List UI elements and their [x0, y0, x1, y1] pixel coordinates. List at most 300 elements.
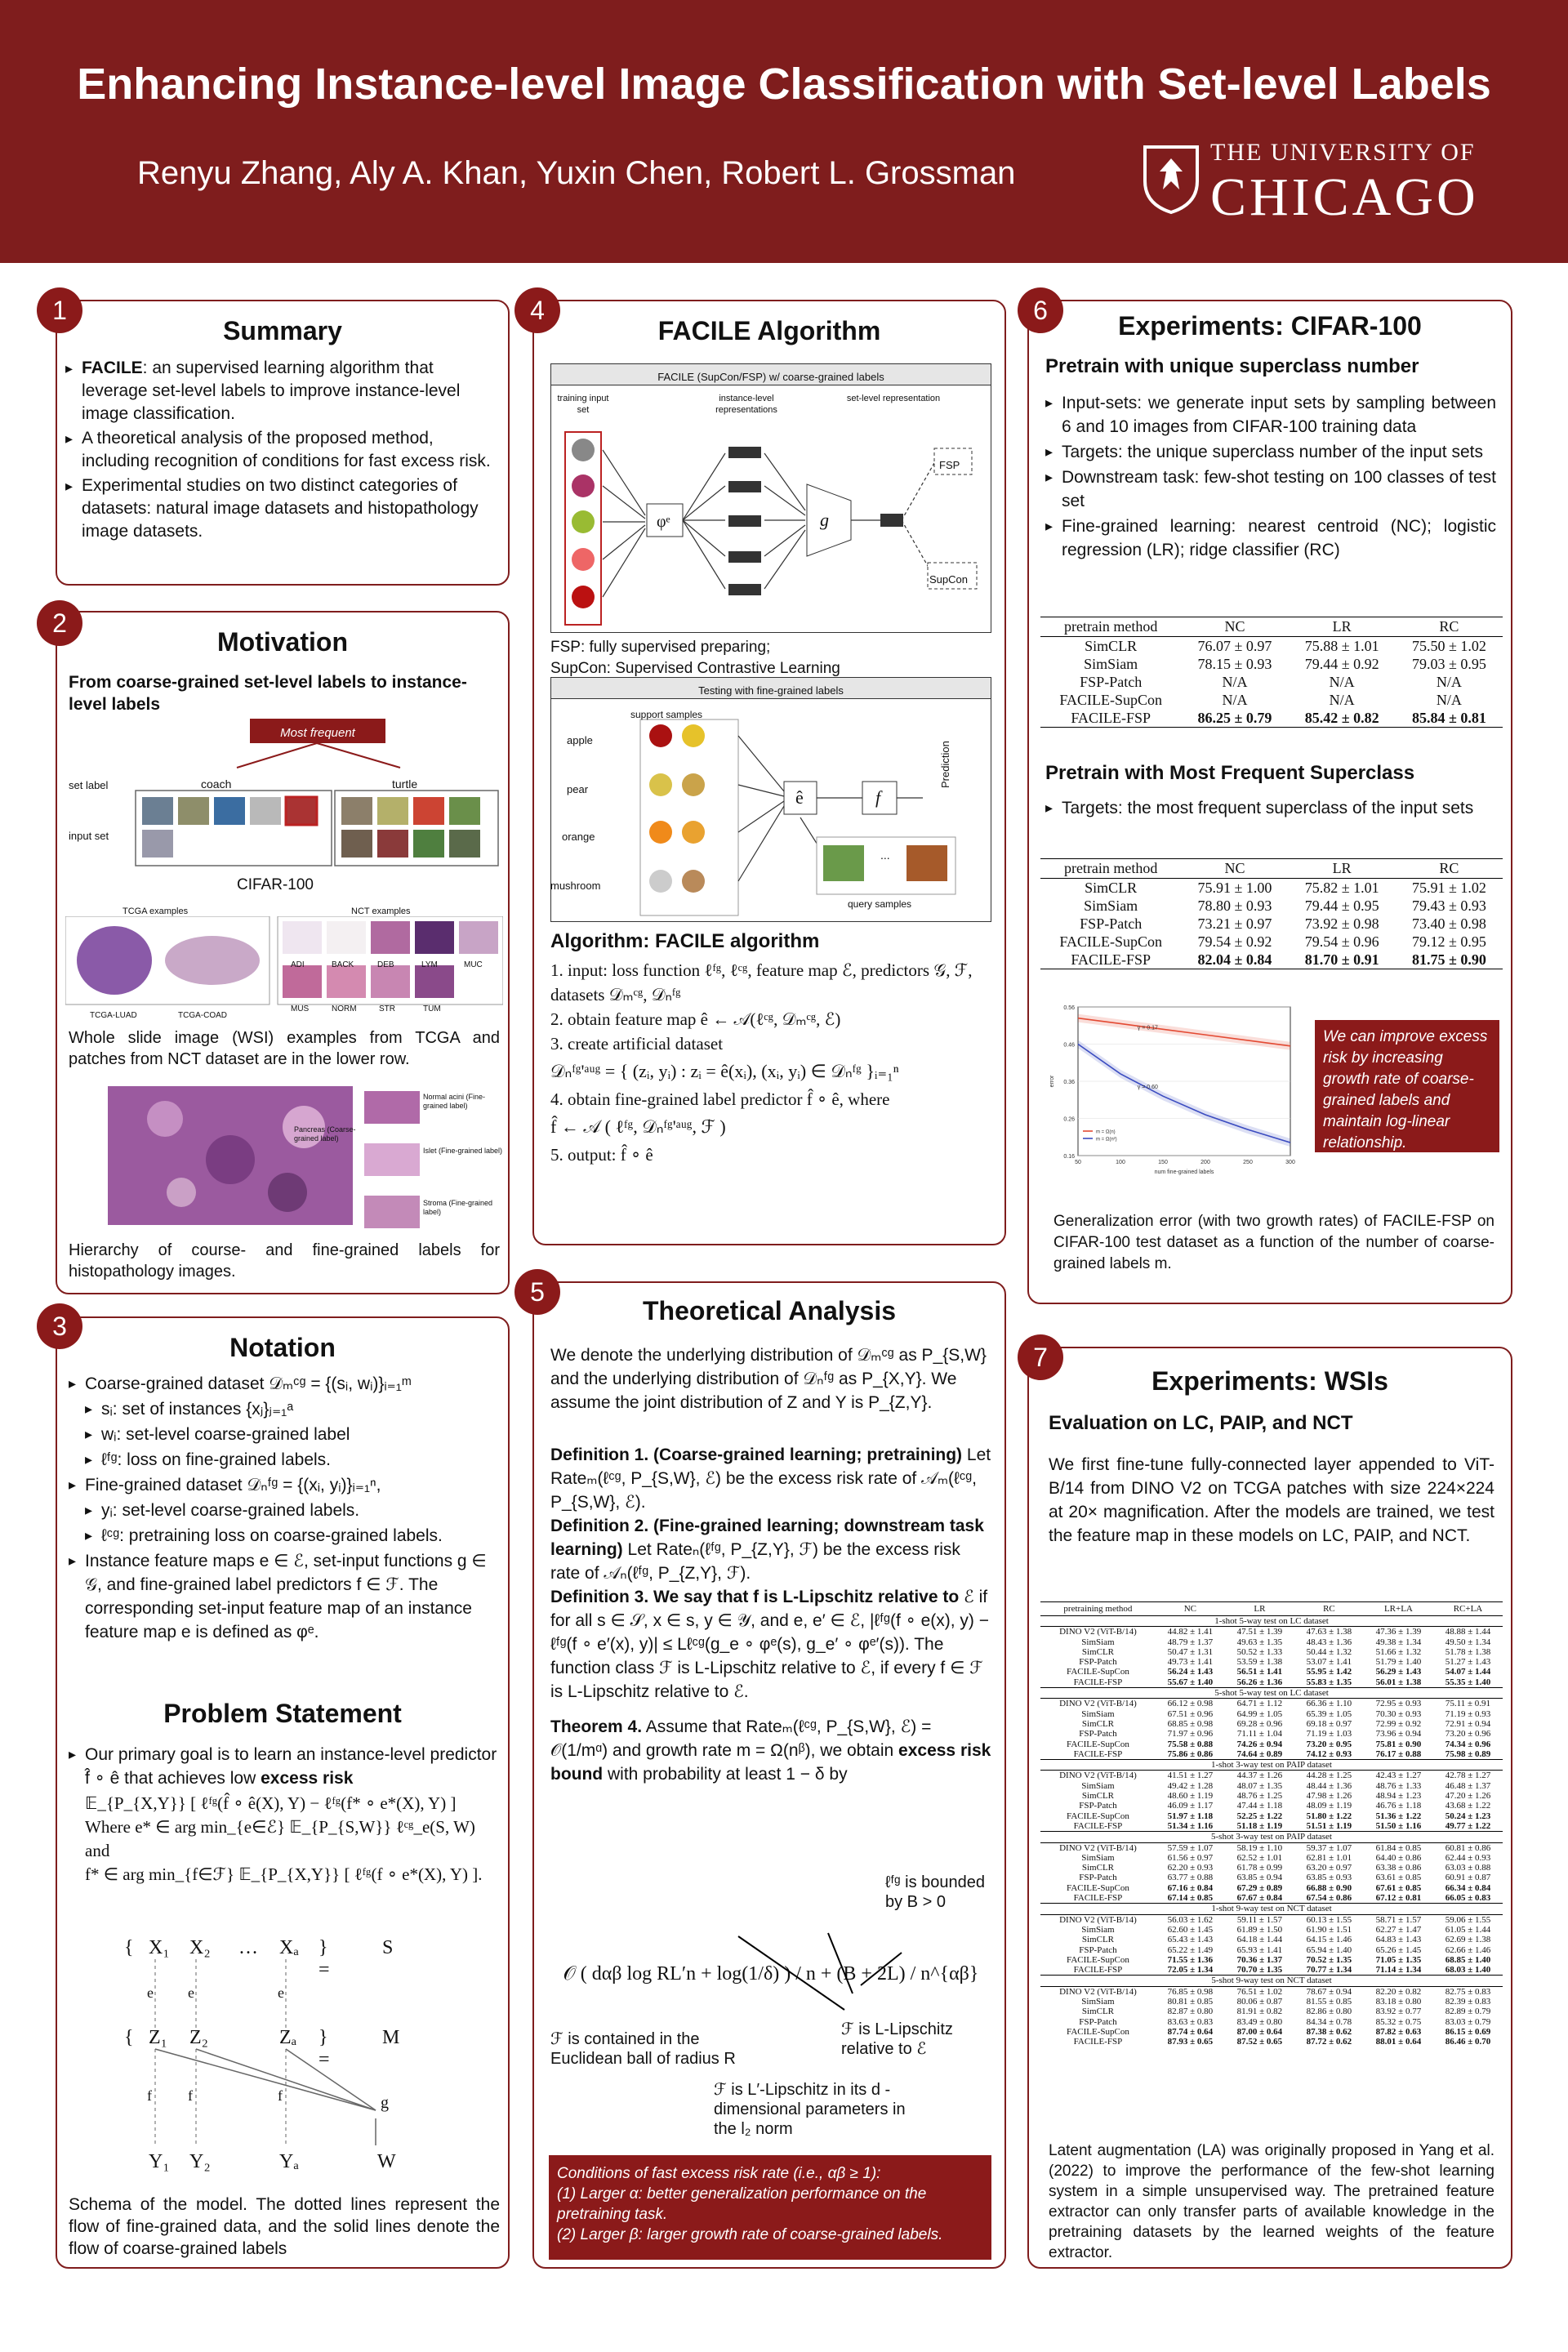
table-cell: 75.58 ± 0.88 — [1167, 1739, 1214, 1749]
table-cell: FSP-Patch — [1079, 1944, 1117, 1955]
table-cell: 48.09 ± 1.19 — [1306, 1801, 1352, 1811]
table-cell: 49.42 ± 1.28 — [1167, 1780, 1214, 1791]
table-cell: FACILE-FSP — [1073, 1820, 1123, 1831]
table-cell: 42.43 ± 1.27 — [1375, 1771, 1422, 1781]
table-row — [1040, 1821, 1503, 1832]
table-cell: 66.34 ± 0.84 — [1445, 1882, 1491, 1893]
table-cell: 71.19 ± 1.03 — [1306, 1729, 1352, 1740]
table-cell: 49.38 ± 1.34 — [1375, 1637, 1422, 1647]
table-cell: 50.44 ± 1.32 — [1306, 1646, 1352, 1657]
table-cell: 60.91 ± 0.87 — [1445, 1873, 1491, 1883]
table-cell: 64.15 ± 1.46 — [1306, 1935, 1352, 1945]
table-cell: 82.89 ± 0.79 — [1445, 2007, 1491, 2017]
table-cell: 68.85 ± 0.98 — [1167, 1718, 1214, 1729]
table-cell: SimSiam — [1081, 1924, 1115, 1935]
table-cell: 51.79 ± 1.40 — [1375, 1657, 1422, 1668]
table-cell: 75.11 ± 0.91 — [1445, 1699, 1491, 1709]
table-cell: 62.27 ± 1.47 — [1375, 1924, 1422, 1935]
table-cell: DINO V2 (ViT-B/14) — [1059, 1627, 1137, 1637]
nct-label: MUS — [291, 1004, 310, 1013]
section-badge-3: 3 — [37, 1303, 82, 1349]
tcga-examples-label: TCGA examples — [122, 906, 189, 916]
table-row — [1040, 2027, 1503, 2037]
table-cell: 63.85 ± 0.93 — [1306, 1873, 1352, 1883]
table-cell: 57.59 ± 1.07 — [1167, 1842, 1214, 1853]
motivation-title: Motivation — [217, 627, 348, 657]
table-row — [1040, 2017, 1503, 2027]
summary-bullet: ▸ A theoretical analysis of the proposed method, including recognition of conditions for fast excess risk. — [65, 427, 498, 473]
table-cell: 80.06 ± 0.87 — [1236, 1996, 1283, 2007]
table-cell: 51.27 ± 1.43 — [1445, 1657, 1491, 1668]
notation-bullet: ▸ Coarse-grained dataset 𝒟ₘᶜᵍ = {(sᵢ, wᵢ)}ᵢ₌₁ᵐ — [69, 1372, 501, 1396]
facile-panel — [532, 300, 1006, 1245]
excess-risk-eq: 𝔼_{P_{X,Y}} [ ℓᶠᵍ(f̂ ∘ ê(X), Y) − ℓᶠᵍ(f* ∘ e*(X), Y) ] — [85, 1793, 457, 1813]
problem-bullet: ▸ Our primary goal is to learn an instance-level predictor f̂ ∘ ê that achieves low excess risk — [69, 1743, 501, 1790]
table-cell: 62.60 ± 1.45 — [1167, 1924, 1214, 1935]
alg-step-2: 2. obtain feature map ê ← 𝒜(ℓᶜᵍ, 𝒟ₘᶜᵍ, ℰ) — [550, 1009, 841, 1029]
cifar-bullet: ▸ Input-sets: we generate input sets by sampling between 6 and 10 images from CIFAR-100 training data — [1045, 391, 1496, 439]
alg-step-4: 4. obtain fine-grained label predictor f̂ ∘ ê, where — [550, 1089, 890, 1109]
ehat-label: ê — [795, 787, 804, 808]
table-cell: 71.05 ± 1.35 — [1375, 1954, 1422, 1965]
cifar-title: Experiments: CIFAR-100 — [1118, 311, 1422, 341]
section-badge-2: 2 — [37, 600, 82, 646]
table-cell: 67.29 ± 0.89 — [1236, 1882, 1283, 1893]
notation-sub: ▸ yᵢ: set-level coarse-grained labels. — [85, 1499, 501, 1522]
y-tick-label: 0.36 — [1063, 1080, 1075, 1085]
table-cell: FACILE-SupCon — [1067, 1667, 1129, 1677]
schema-y: Yₐ — [279, 2151, 299, 2172]
alg-step-3: 3. create artificial dataset — [550, 1034, 724, 1054]
table-cell: 67.14 ± 0.85 — [1167, 1893, 1214, 1904]
table-cell: FACILE-FSP — [1073, 1677, 1123, 1687]
table-cell: 61.89 ± 1.50 — [1236, 1924, 1283, 1935]
schema-y: Y₁ — [149, 2151, 170, 2172]
wsi-sub: Evaluation on LC, PAIP, and NCT — [1049, 1412, 1353, 1434]
y-tick-label: 0.46 — [1063, 1042, 1075, 1049]
training-input-label: training input set — [557, 394, 609, 415]
table-section-header: 1-shot 9-way test on NCT dataset — [1040, 1904, 1503, 1914]
support-label-orange: orange — [562, 831, 595, 843]
table-row — [1040, 1925, 1503, 1935]
nct-label: DEB — [377, 960, 394, 969]
table-cell: 74.34 ± 0.96 — [1445, 1739, 1491, 1749]
schema-x: X₁ — [149, 1937, 170, 1958]
table-cell: 66.36 ± 1.10 — [1306, 1699, 1352, 1709]
table-cell: 60.81 ± 0.86 — [1445, 1842, 1491, 1853]
nct-examples-label: NCT examples — [351, 906, 411, 916]
table-cell: 47.20 ± 1.26 — [1445, 1791, 1491, 1802]
table-cell: 47.44 ± 1.18 — [1236, 1801, 1283, 1811]
table-cell: FSP-Patch — [1079, 1801, 1117, 1811]
table-cell: 75.98 ± 0.89 — [1445, 1748, 1491, 1759]
most-frequent-label: Most frequent superclass — [280, 726, 355, 763]
table-row: FSP-Patch N/A N/A N/A — [1080, 674, 1462, 690]
cifar-bullet: ▸ Downstream task: few-shot testing on 100 classes of test set — [1045, 466, 1496, 513]
facile-testing-figure — [550, 677, 991, 922]
definition-2: Definition 2. (Fine-grained learning; downstream task learning) Let Rateₙ(ℓᶠᵍ, P_{Z,Y}, ℱ) be the excess risk rate of 𝒜ₙ(ℓᶠᵍ, P_{Z,Y}, ℱ). — [550, 1517, 984, 1583]
table-cell: 64.71 ± 1.12 — [1236, 1699, 1283, 1709]
table-cell: 82.86 ± 0.80 — [1306, 2007, 1352, 2017]
table-row: SimSiam 78.15 ± 0.93 79.44 ± 0.92 79.03 ± 0.95 — [1084, 656, 1486, 672]
table-cell: 73.20 ± 0.96 — [1445, 1729, 1491, 1740]
table-cell: 63.20 ± 0.97 — [1306, 1863, 1352, 1873]
table-cell: 73.96 ± 0.94 — [1375, 1729, 1422, 1740]
turtle-label: turtle — [392, 777, 418, 791]
table-cell: 68.85 ± 1.40 — [1445, 1954, 1491, 1965]
table-cell: 83.18 ± 0.80 — [1375, 1996, 1422, 2007]
bound-arrows — [657, 1928, 926, 2018]
annotation-bounded: ℓᶠᵍ is bounded by B > 0 — [885, 1873, 986, 1911]
table-cell: 66.12 ± 0.98 — [1167, 1699, 1214, 1709]
table-cell: 71.55 ± 1.36 — [1167, 1954, 1214, 1965]
poster-title: Enhancing Instance-level Image Classification with Set-level Labels — [77, 60, 1491, 109]
condition-1: (1) Larger α: better generalization performance on the pretraining task. — [557, 2185, 927, 2223]
y-tick-label: 0.56 — [1063, 1005, 1075, 1011]
table-cell: FACILE-FSP — [1073, 1965, 1123, 1976]
table-cell: FSP-Patch — [1079, 1873, 1117, 1883]
table-cell: FACILE-SupCon — [1067, 2026, 1129, 2037]
theory-intro: We denote the underlying distribution of 𝒟ₘᶜᵍ as P_{S,W} and the underlying distribution of 𝒟ₙᶠᵍ as P_{X,Y}. We assume the joint distribution of Z and Y is P_{Z,Y}. — [550, 1346, 987, 1412]
motivation-panel — [56, 611, 510, 1294]
table-row: FSP-Patch 73.21 ± 0.97 73.92 ± 0.98 73.40 ± 0.98 — [1080, 915, 1486, 932]
table-cell: 66.88 ± 0.90 — [1306, 1882, 1352, 1893]
table-cell: 67.51 ± 0.96 — [1167, 1708, 1214, 1719]
alg-step-4-eq: f̂ ← 𝒜 ( ℓᶠᵍ, 𝒟ₙᶠᵍ'ᵃᵘᵍ, ℱ ) — [550, 1116, 726, 1137]
table-cell: 44.28 ± 1.25 — [1306, 1771, 1352, 1781]
table-cell: 76.51 ± 1.02 — [1236, 1986, 1283, 1997]
summary-panel — [56, 300, 510, 586]
table-row — [1040, 1740, 1503, 1749]
table-cell: 56.01 ± 1.38 — [1375, 1677, 1422, 1687]
notation-bullet: ▸ Instance feature maps e ∈ ℰ, set-input functions g ∈ 𝒢, and fine-grained label predictors f ∈ ℱ. The corresponding set-input feature map of an instance feature map e is defined as φᵉ. — [69, 1549, 501, 1644]
table-cell: SimSiam — [1081, 1708, 1115, 1719]
section-badge-4: 4 — [514, 287, 560, 333]
table-row — [1040, 1842, 1503, 1853]
nct-label: TUM — [423, 1004, 441, 1013]
notation-bullets — [69, 1372, 501, 1646]
algorithm-body — [550, 958, 991, 1167]
table-cell: 47.36 ± 1.39 — [1375, 1627, 1422, 1637]
table-row — [1040, 1709, 1503, 1719]
table-row — [1040, 1749, 1503, 1760]
table-cell: 58.71 ± 1.57 — [1375, 1914, 1422, 1925]
table-cell: 51.18 ± 1.19 — [1236, 1820, 1283, 1831]
authors: Renyu Zhang, Aly A. Khan, Yuxin Chen, Robert L. Grossman — [137, 155, 1016, 191]
table-cell: 71.97 ± 0.96 — [1167, 1729, 1214, 1740]
table-cell: SimCLR — [1081, 1718, 1114, 1729]
table-row — [1040, 1863, 1503, 1873]
table-cell: 88.01 ± 0.64 — [1375, 2037, 1422, 2047]
table-row — [1040, 1997, 1503, 2007]
x-tick-label: 300 — [1285, 1160, 1295, 1165]
table-cell: 74.12 ± 0.93 — [1306, 1748, 1352, 1759]
table-cell: 55.35 ± 1.40 — [1445, 1677, 1491, 1687]
annotation-lipschitz: ℱ is L-Lipschitz relative to ℰ — [841, 2020, 953, 2058]
argmin-eq1: Where e* ∈ arg min_{e∈ℰ} 𝔼_{P_{S,W}} ℓᶜᵍ_e(S, W) and — [85, 1817, 475, 1860]
table-cell: 75.86 ± 0.86 — [1167, 1748, 1214, 1759]
schema-w: W — [377, 2151, 396, 2172]
condition-2: (2) Larger β: larger growth rate of coarse-grained labels. — [557, 2226, 943, 2243]
table-cell: 71.11 ± 1.04 — [1236, 1729, 1282, 1740]
table-cell: 60.13 ± 1.55 — [1306, 1914, 1352, 1925]
table-cell: 61.78 ± 0.99 — [1236, 1863, 1283, 1873]
table-row: FACILE-SupCon 79.54 ± 0.92 79.54 ± 0.96 79.12 ± 0.95 — [1059, 933, 1486, 950]
table-header: LR — [1225, 1602, 1294, 1616]
table-cell: 48.79 ± 1.37 — [1167, 1637, 1214, 1647]
table-cell: 71.19 ± 0.93 — [1445, 1708, 1491, 1719]
wsi-caption: Whole slide image (WSI) examples from TCGA and patches from NCT dataset are in the lower row. — [69, 1029, 500, 1068]
table-cell: 87.38 ± 0.62 — [1306, 2026, 1352, 2037]
x-tick-label: 150 — [1158, 1160, 1168, 1165]
nct-label: MUC — [464, 960, 483, 969]
hier-normal-label: Normal acini (Fine-grained label) — [423, 1093, 486, 1110]
x-tick-label: 100 — [1116, 1160, 1125, 1165]
table-cell: 84.34 ± 0.78 — [1306, 2016, 1352, 2027]
alg-step-1: 1. input: loss function ℓᶠᵍ, ℓᶜᵍ, feature map ℰ, predictors 𝒢, ℱ, datasets 𝒟ₘᶜᵍ, 𝒟ₙᶠᵍ — [550, 960, 973, 1004]
table-cell: 63.03 ± 0.88 — [1445, 1863, 1491, 1873]
table-cell: 64.99 ± 1.05 — [1236, 1708, 1283, 1719]
table-cell: 82.87 ± 0.80 — [1167, 2007, 1214, 2017]
table-cell: FSP-Patch — [1079, 1729, 1117, 1740]
support-label-pear: pear — [567, 783, 589, 795]
table-cell: 51.36 ± 1.22 — [1375, 1811, 1422, 1821]
motivation-subtitle: From coarse-grained set-level labels to instance-level labels — [69, 673, 467, 714]
table-cell: 48.76 ± 1.33 — [1375, 1780, 1422, 1791]
table-cell: 59.06 ± 1.55 — [1445, 1914, 1491, 1925]
cifar-label: CIFAR-100 — [237, 876, 314, 893]
table-cell: 65.93 ± 1.41 — [1236, 1944, 1283, 1955]
g-label: g — [820, 510, 829, 530]
table-cell: SimCLR — [1081, 2007, 1114, 2017]
table-cell: 67.12 ± 0.81 — [1375, 1893, 1422, 1904]
table-cell: 48.60 ± 1.19 — [1167, 1791, 1214, 1802]
table-cell: 65.39 ± 1.05 — [1306, 1708, 1352, 1719]
table-cell: 82.39 ± 0.83 — [1445, 1996, 1491, 2007]
table-cell: 69.18 ± 0.97 — [1306, 1718, 1352, 1729]
logo-text-line2: CHICAGO — [1210, 167, 1479, 227]
table-cell: 80.81 ± 0.85 — [1167, 1996, 1214, 2007]
table-cell: 64.18 ± 1.44 — [1236, 1935, 1283, 1945]
table-cell: 48.07 ± 1.35 — [1236, 1780, 1283, 1791]
table-row — [1040, 1771, 1503, 1781]
fig2-title: Testing with fine-grained labels — [698, 684, 844, 697]
annotation-lprime: ℱ is L′-Lipschitz in its d -dimensional parameters in the l₂ norm — [714, 2081, 906, 2138]
table-cell: 47.51 ± 1.39 — [1236, 1627, 1283, 1637]
schema-x: X₂ — [189, 1937, 211, 1958]
facile-title: FACILE Algorithm — [657, 316, 881, 345]
table-cell: SimSiam — [1081, 1852, 1115, 1863]
table-cell: 74.26 ± 0.94 — [1236, 1739, 1283, 1749]
conditions-box — [549, 2155, 991, 2260]
table-row — [1040, 1811, 1503, 1821]
error-line-chart — [1045, 996, 1307, 1183]
cifar-bullets-1 — [1045, 391, 1496, 564]
wsi-results-table — [1040, 1601, 1503, 2047]
schema-y: Y₂ — [189, 2151, 211, 2172]
schema-f: f — [147, 2087, 152, 2104]
definition-1: Definition 1. (Coarse-grained learning; pretraining) Let Rateₘ(ℓᶜᵍ, P_{S,W}, ℰ) be the excess risk rate of 𝒜ₘ(ℓᶜᵍ, P_{S,W}, ℰ). — [550, 1446, 991, 1512]
argmin-eq2: f* ∈ arg min_{f∈ℱ} 𝔼_{P_{X,Y}} [ ℓᶠᵍ(f ∘ e*(X), Y) ]. — [85, 1864, 483, 1884]
table-cell: 66.05 ± 0.83 — [1445, 1893, 1491, 1904]
table-cell: 62.69 ± 1.38 — [1445, 1935, 1491, 1945]
table-header: NC — [1156, 1602, 1225, 1616]
table-cell: 51.51 ± 1.19 — [1306, 1820, 1352, 1831]
schema-e: e — [278, 1984, 284, 2001]
schema-e: e — [188, 1984, 194, 2001]
table-cell: 65.22 ± 1.49 — [1167, 1944, 1214, 1955]
set-repr-label: set-level representation — [846, 394, 941, 403]
table-cell: 73.20 ± 0.95 — [1306, 1739, 1352, 1749]
fsp-label: FSP — [939, 459, 960, 471]
dots-label: ... — [880, 849, 890, 862]
notation-panel: Notation ▸ Coarse-grained dataset 𝒟ₘᶜᵍ = {(sᵢ, wᵢ)}ᵢ₌₁ᵐ ▸ sᵢ: set of instances {xⱼ}ⱼ₌₁ᵃ ▸ wᵢ: set-level coarse-grained label ▸ ℓᶠᵍ: loss on fine-grained labels. ▸ Fine-grained dataset 𝒟ₙᶠᵍ = {(xᵢ, yᵢ)}ᵢ₌₁ⁿ, ▸ yᵢ: set-level coarse-grained labels. ▸ ℓᶜᵍ: pretraining loss on coarse-grained labels. ▸ Instance feature maps e ∈ ℰ, set-input functions g ∈ 𝒢, and fine-grained label predictors f ∈ ℱ. The corresponding set-input feature map of an instance feature map e is defined as φᵉ. Problem Statement ▸ Our primary goal is to learn an instance-level predictor f̂ ∘ ê that achieves low excess risk 𝔼_{P_{X,Y}} [ ℓᶠᵍ(f̂ ∘ ê(X), Y) − ℓᶠᵍ(f* ∘ e*(X), Y) ] Where e* ∈ arg min_{e∈ℰ} 𝔼_{P_{S,W}} ℓᶜᵍ_e(S, W) and f* ∈ arg min_{f∈ℱ} 𝔼_{P_{X,Y}} [ ℓᶠᵍ(f ∘ e*(X), Y) ]. { X₁ X₂ … Xₐ } = S e e e { Z₁ Z₂ Zₐ } = M f f f g Y₁ Y₂ Yₐ W Schema of the model. The dotted lines represent the flow of fine-grained data, and the solid lines denote the flow of coarse-grained labels — [56, 1316, 510, 2269]
summary-bullet: ▸ Experimental studies on two distinct categories of datasets: natural image datasets and histopathology image datasets. — [65, 474, 498, 543]
table-row — [1040, 1914, 1503, 1925]
table-cell: 61.90 ± 1.51 — [1306, 1924, 1352, 1935]
table-row — [1040, 1935, 1503, 1944]
alg-step-5: 5. output: f̂ ∘ ê — [550, 1145, 653, 1165]
schema-x: … — [238, 1937, 258, 1958]
table-cell: 61.56 ± 0.97 — [1167, 1852, 1214, 1863]
table-cell: 65.26 ± 1.45 — [1375, 1944, 1422, 1955]
section-badge-6: 6 — [1018, 287, 1063, 333]
table-row — [1040, 1627, 1503, 1637]
plot-note-box: We can improve excess risk by increasing growth rate of coarse-grained labels and maintain log-linear relationship. — [1315, 1020, 1499, 1152]
table-cell: 56.51 ± 1.41 — [1236, 1667, 1283, 1677]
problem-statement-title: Problem Statement — [163, 1699, 402, 1728]
table-row — [1040, 1729, 1503, 1739]
table-cell: 49.50 ± 1.34 — [1445, 1637, 1491, 1647]
algorithm-title: Algorithm: FACILE algorithm — [550, 930, 820, 952]
phi-label: φᵉ — [657, 513, 670, 531]
table-cell: 55.67 ± 1.40 — [1167, 1677, 1214, 1687]
table-header: pretrain method — [1040, 617, 1181, 637]
table-cell: 48.76 ± 1.25 — [1236, 1791, 1283, 1802]
table-cell: 67.67 ± 0.84 — [1236, 1893, 1283, 1904]
section-badge-1: 1 — [37, 287, 82, 333]
input-set-label: input set — [69, 830, 109, 842]
wsi-latent-aug-text: Latent augmentation (LA) was originally proposed in Yang et al. (2022) to improve the performance of the few-shot learning system in a simple unsupervised way. The pretrained feature extractor can only transfer parts of available knowledge in the pretraining datasets by the learned weights of the feature extractor. — [1049, 2142, 1494, 2261]
schema-g: g — [381, 2094, 389, 2112]
table-cell: 61.84 ± 0.85 — [1375, 1842, 1422, 1853]
cifar-table-2 — [1040, 858, 1503, 969]
table-section-header: 1-shot 5-way test on LC dataset — [1040, 1616, 1503, 1627]
table-cell: 48.43 ± 1.36 — [1306, 1637, 1352, 1647]
x-tick-label: 250 — [1243, 1160, 1253, 1165]
tcga-luad-label: TCGA-LUAD — [90, 1011, 137, 1020]
table-cell: 86.15 ± 0.69 — [1445, 2026, 1491, 2037]
schema-e: e — [147, 1984, 154, 2001]
table-cell: 62.81 ± 1.01 — [1306, 1852, 1352, 1863]
table-cell: 49.77 ± 1.22 — [1445, 1820, 1491, 1831]
table-cell: 42.78 ± 1.27 — [1445, 1771, 1491, 1781]
schema-caption: Schema of the model. The dotted lines represent the flow of fine-grained data, and the solid lines denote the flow of coarse-grained labels — [69, 2195, 500, 2258]
table-cell: 87.74 ± 0.64 — [1167, 2026, 1214, 2037]
table-row — [1040, 1801, 1503, 1811]
table-row — [1040, 1791, 1503, 1801]
wsi-intro: We first fine-tune fully-connected layer appended to ViT-B/14 from DINO V2 on TCGA patches with size 224×224 at 20× magnification. After the models are trained, we test the feature map in these models on LC, PAIP, and NCT. — [1049, 1455, 1494, 1545]
table-cell: FSP-Patch — [1079, 2016, 1117, 2027]
table-row — [1040, 1873, 1503, 1882]
set-label-label: set label — [69, 779, 109, 791]
model-schema-figure — [106, 1935, 466, 2172]
annotation-label: γ = 0.17 — [1137, 1025, 1158, 1031]
table-cell: 70.77 ± 1.34 — [1306, 1965, 1352, 1976]
nct-label: ADI — [291, 960, 305, 969]
table-header: LR+LA — [1364, 1602, 1433, 1616]
x-tick-label: 200 — [1200, 1160, 1210, 1165]
table-row: SimSiam 78.80 ± 0.93 79.44 ± 0.95 79.43 ± 0.93 — [1084, 898, 1486, 914]
table-cell: 83.49 ± 0.80 — [1236, 2016, 1283, 2027]
table-cell: 49.73 ± 1.41 — [1167, 1657, 1214, 1668]
table-cell: SimCLR — [1081, 1791, 1114, 1802]
hier-stroma-label: Stroma (Fine-grained label) — [423, 1199, 493, 1216]
definition-3: Definition 3. We say that f is L-Lipschitz relative to ℰ if for all s ∈ 𝒮, x ∈ s, y ∈ 𝒴, and e, e′ ∈ ℰ, |ℓᶠᵍ(f ∘ e(x), y) − ℓᶠᵍ(f ∘ e′(x), y)| ≤ Lℓᶜᵍ(g_e ∘ φᵉ(s), g_e′ ∘ φᵉ′(s)). The function class ℱ is L-Lipschitz relative to ℰ, if every f ∈ ℱ is L-Lipschitz relative to ℰ. — [550, 1588, 990, 1701]
theory-title: Theoretical Analysis — [642, 1296, 897, 1325]
theorem-4: Theorem 4. Assume that Rateₘ(ℓᶜᵍ, P_{S,W}, ℰ) = 𝒪(1/mᵅ) and growth rate m = Ω(nᵝ), we obtain excess risk bound with probability at least 1 − δ by — [550, 1717, 991, 1784]
table-cell: DINO V2 (ViT-B/14) — [1059, 1842, 1137, 1853]
table-cell: 64.40 ± 0.86 — [1375, 1852, 1422, 1863]
table-cell: FACILE-FSP — [1073, 1893, 1123, 1904]
support-label-apple: apple — [567, 734, 593, 746]
f-label: f — [875, 787, 881, 808]
instance-repr-label: instance-level representations — [715, 394, 777, 415]
table-cell: 81.91 ± 0.82 — [1236, 2007, 1283, 2017]
table-cell: 53.59 ± 1.38 — [1236, 1657, 1283, 1668]
table-cell: SimCLR — [1081, 1646, 1114, 1657]
table-cell: 62.44 ± 0.93 — [1445, 1852, 1491, 1863]
table-cell: 53.07 ± 1.41 — [1306, 1657, 1352, 1668]
table-row — [1040, 1667, 1503, 1677]
table-cell: 62.66 ± 1.46 — [1445, 1944, 1491, 1955]
table-cell: 72.91 ± 0.94 — [1445, 1718, 1491, 1729]
fig1-title: FACILE (SupCon/FSP) w/ coarse-grained labels — [657, 371, 884, 383]
cifar-bullets-2 — [1045, 796, 1496, 822]
table-cell: 46.48 ± 1.37 — [1445, 1780, 1491, 1791]
table-row: FACILE-SupCon N/A N/A N/A — [1059, 692, 1462, 708]
cifar-bullet: ▸ Targets: the unique superclass number of the input sets — [1045, 440, 1496, 464]
cifar-bullet: ▸ Fine-grained learning: nearest centroid (NC); logistic regression (LR); ridge classifier (RC) — [1045, 514, 1496, 562]
table-row — [1040, 1719, 1503, 1729]
table-cell: 56.26 ± 1.36 — [1236, 1677, 1283, 1687]
hierarchy-caption: Hierarchy of course- and fine-grained labels for histopathology images. — [69, 1241, 500, 1281]
table-cell: 50.24 ± 1.23 — [1445, 1811, 1491, 1821]
schema-M: M — [382, 2027, 400, 2048]
table-cell: 67.54 ± 0.86 — [1306, 1893, 1352, 1904]
hier-pancreas-label: Pancreas (Coarse-grained label) — [294, 1125, 356, 1143]
table-cell: 62.20 ± 0.93 — [1167, 1863, 1214, 1873]
table-cell: 67.16 ± 0.84 — [1167, 1882, 1214, 1893]
table-cell: 87.52 ± 0.65 — [1236, 2037, 1283, 2047]
y-axis-label: error — [1049, 1075, 1055, 1088]
table-row: SimCLR 75.91 ± 1.00 75.82 ± 1.01 75.91 ± 1.02 — [1085, 880, 1486, 896]
summary-bullets — [65, 357, 498, 545]
table-cell: DINO V2 (ViT-B/14) — [1059, 1699, 1137, 1709]
alg-step-3-eq: 𝒟ₙᶠᵍ'ᵃᵘᵍ = { (zᵢ, yᵢ) : zᵢ = ê(xᵢ), (xᵢ, yᵢ) ∈ 𝒟ₙᶠᵍ }ᵢ₌₁ⁿ — [550, 1061, 899, 1081]
nct-label: LYM — [421, 960, 438, 969]
table-cell: 61.05 ± 1.44 — [1445, 1924, 1491, 1935]
table-cell: 48.94 ± 1.23 — [1375, 1791, 1422, 1802]
table-cell: 87.82 ± 0.63 — [1375, 2026, 1422, 2037]
section-badge-5: 5 — [514, 1269, 560, 1315]
theory-panel — [532, 1281, 1006, 2269]
table-cell: 63.38 ± 0.86 — [1375, 1863, 1422, 1873]
x-tick-label: 50 — [1075, 1160, 1081, 1165]
table-row — [1040, 1965, 1503, 1976]
support-label-mushroom: mushroom — [550, 880, 601, 892]
table-header: RC — [1294, 1602, 1364, 1616]
